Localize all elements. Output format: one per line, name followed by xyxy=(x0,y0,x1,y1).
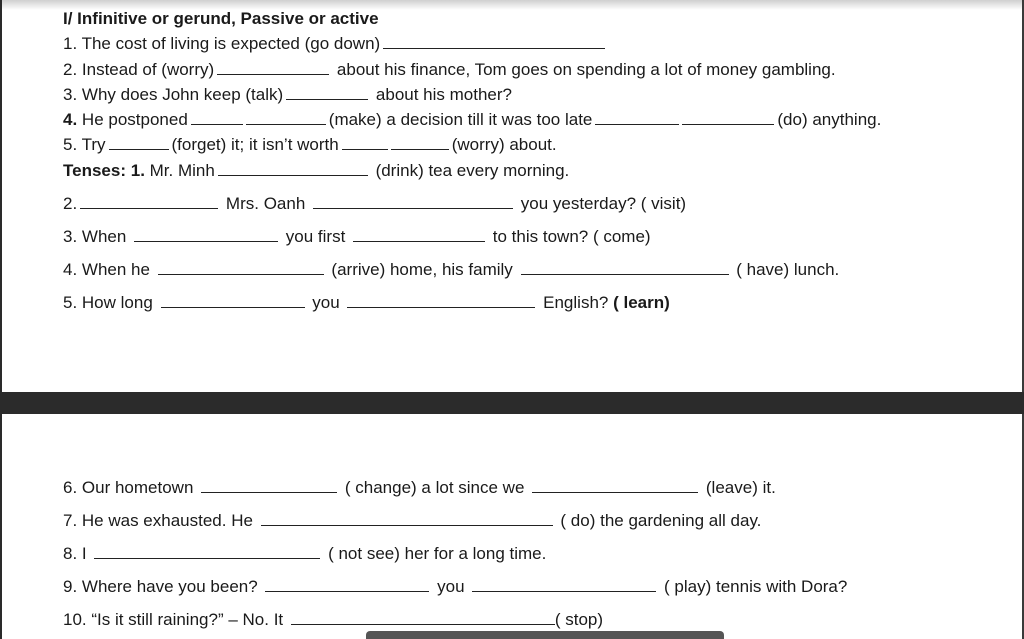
answer-blank[interactable] xyxy=(532,478,698,493)
exercise-line: Tenses: 1. Mr. Minh (drink) tea every morning. xyxy=(63,161,570,180)
section-heading: I/ Infinitive or gerund, Passive or active xyxy=(63,9,379,28)
answer-blank[interactable] xyxy=(291,610,555,625)
answer-blank[interactable] xyxy=(158,260,324,275)
answer-blank[interactable] xyxy=(201,478,337,493)
answer-blank[interactable] xyxy=(286,85,368,100)
exercise-line: 5. Try (forget) it; it isn’t worth (worry) about. xyxy=(63,135,557,154)
answer-blank[interactable] xyxy=(218,161,368,176)
answer-blank[interactable] xyxy=(109,135,169,150)
exercise-line: 4. When he (arrive) home, his family ( have) lunch. xyxy=(63,260,840,279)
exercise-line: 10. “Is it still raining?” – No. It ( stop) xyxy=(63,610,604,629)
exercise-line: 8. I ( not see) her for a long time. xyxy=(63,544,547,563)
answer-blank[interactable] xyxy=(383,34,605,49)
page-divider xyxy=(0,392,1024,414)
exercise-line: 7. He was exhausted. He ( do) the gardening all day. xyxy=(63,511,762,530)
exercise-line: 3. When you first to this town? ( come) xyxy=(63,227,651,246)
answer-blank[interactable] xyxy=(246,110,326,125)
exercise-line: 1. The cost of living is expected (go down) xyxy=(63,34,608,54)
answer-blank[interactable] xyxy=(682,110,774,125)
exercise-line: 9. Where have you been? you ( play) tennis with Dora? xyxy=(63,577,848,596)
answer-blank[interactable] xyxy=(191,110,243,125)
answer-blank[interactable] xyxy=(391,135,449,150)
answer-blank[interactable] xyxy=(347,293,535,308)
exercise-line: 2. Instead of (worry) about his finance, Tom goes on spending a lot of money gambling. xyxy=(63,60,836,79)
exercise-line: 6. Our hometown ( change) a lot since we (leave) it. xyxy=(63,478,776,497)
bottom-overlay-tab xyxy=(366,631,724,639)
answer-blank[interactable] xyxy=(217,60,329,75)
left-edge xyxy=(0,0,2,639)
answer-blank[interactable] xyxy=(80,194,218,209)
answer-blank[interactable] xyxy=(161,293,305,308)
exercise-line: 4. He postponed (make) a decision till it was too late (do) anything. xyxy=(63,110,882,129)
answer-blank[interactable] xyxy=(472,577,656,592)
answer-blank[interactable] xyxy=(134,227,278,242)
answer-blank[interactable] xyxy=(94,544,320,559)
exercise-line: 3. Why does John keep (talk) about his mother? xyxy=(63,85,512,104)
answer-blank[interactable] xyxy=(313,194,513,209)
answer-blank[interactable] xyxy=(595,110,679,125)
answer-blank[interactable] xyxy=(261,511,553,526)
exercise-line: 5. How long you English? ( learn) xyxy=(63,293,670,312)
exercise-line: 2. Mrs. Oanh you yesterday? ( visit) xyxy=(63,194,687,213)
answer-blank[interactable] xyxy=(521,260,729,275)
answer-blank[interactable] xyxy=(265,577,429,592)
answer-blank[interactable] xyxy=(342,135,388,150)
answer-blank[interactable] xyxy=(353,227,485,242)
